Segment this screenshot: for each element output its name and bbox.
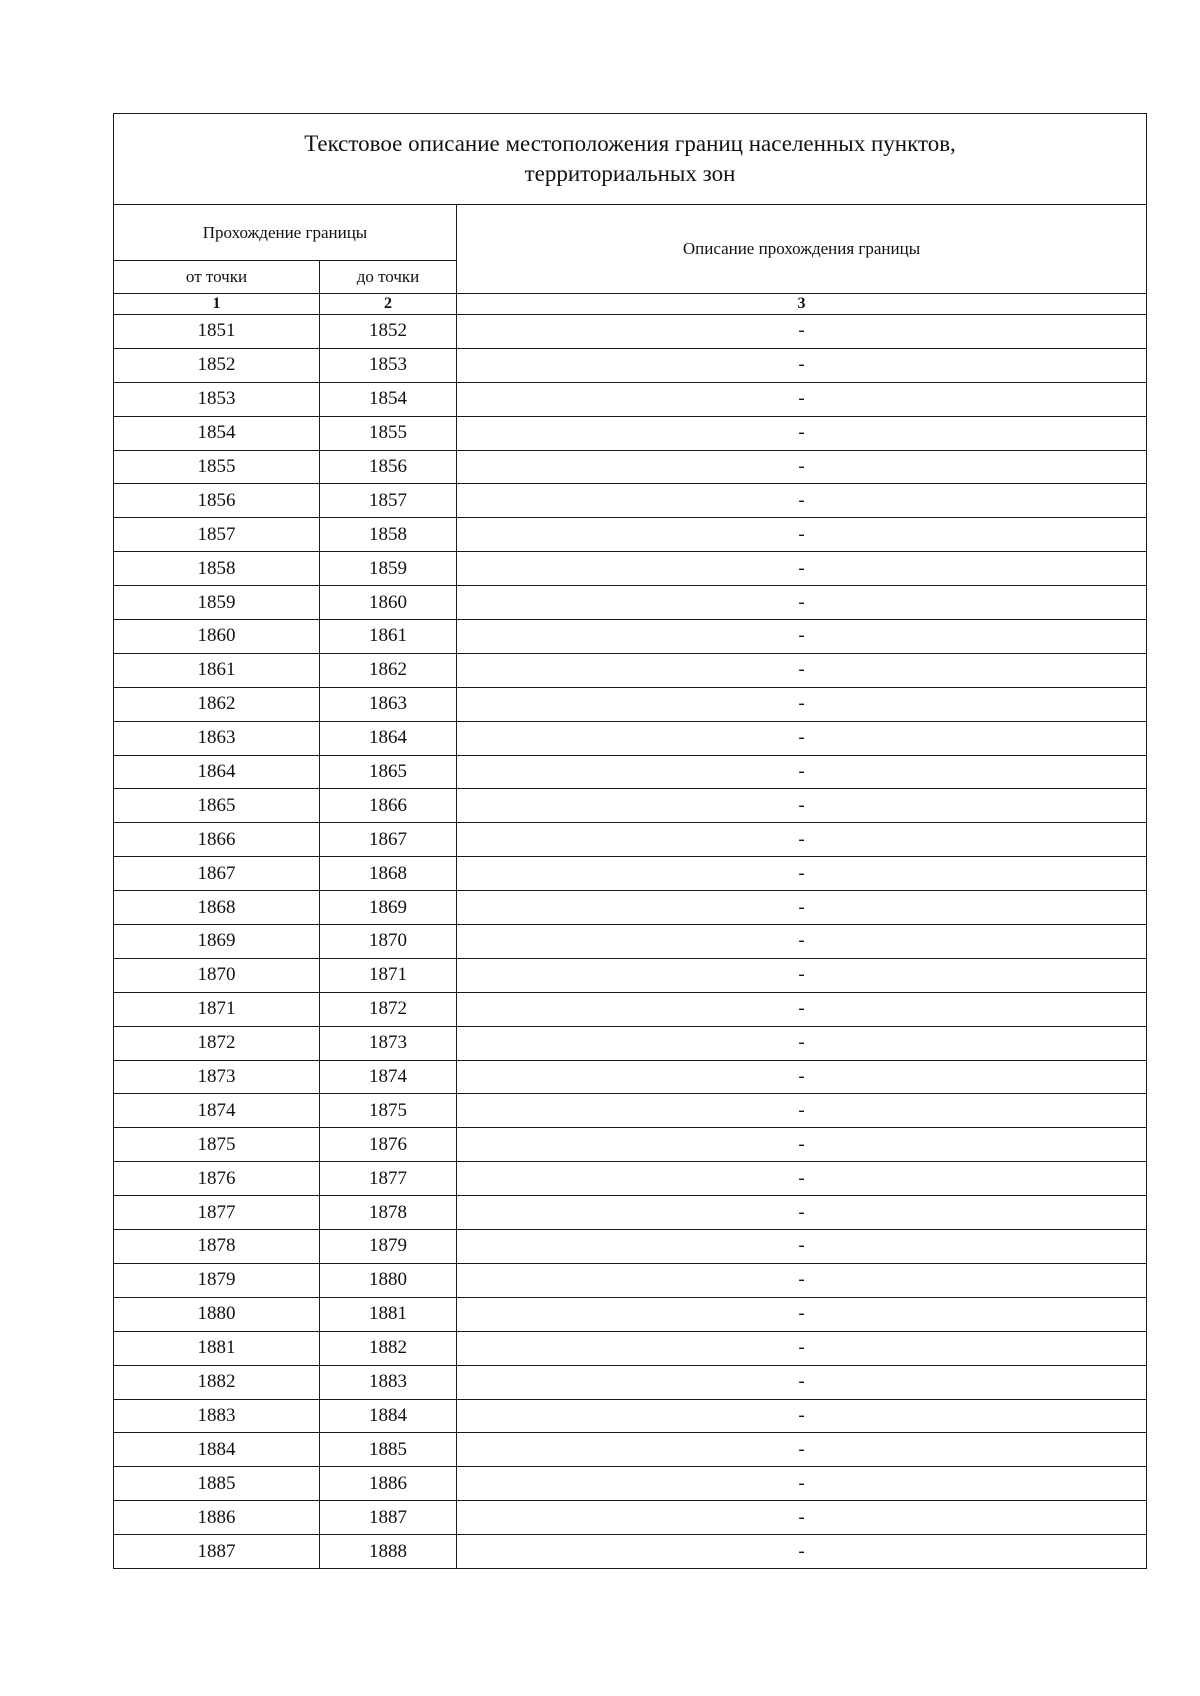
cell-from-point: 1886 [114, 1501, 320, 1535]
cell-description: - [457, 857, 1147, 891]
cell-from-point: 1853 [114, 382, 320, 416]
cell-description: - [457, 1365, 1147, 1399]
column-number-2: 2 [320, 294, 457, 315]
table-row [114, 416, 1147, 450]
table-row [114, 518, 1147, 552]
table-row [114, 823, 1147, 857]
cell-from-point: 1872 [114, 1026, 320, 1060]
cell-to-point: 1855 [320, 416, 457, 450]
cell-to-point: 1860 [320, 586, 457, 620]
cell-to-point: 1878 [320, 1196, 457, 1230]
table-row [114, 687, 1147, 721]
cell-to-point: 1852 [320, 315, 457, 349]
cell-from-point: 1885 [114, 1467, 320, 1501]
cell-from-point: 1856 [114, 484, 320, 518]
cell-from-point: 1862 [114, 687, 320, 721]
cell-to-point: 1876 [320, 1128, 457, 1162]
cell-from-point: 1879 [114, 1263, 320, 1297]
column-number-1: 1 [114, 294, 320, 315]
cell-to-point: 1871 [320, 958, 457, 992]
cell-from-point: 1857 [114, 518, 320, 552]
cell-to-point: 1883 [320, 1365, 457, 1399]
title-line-2: территориальных зон [524, 161, 736, 186]
cell-from-point: 1860 [114, 620, 320, 654]
table-row [114, 1297, 1147, 1331]
cell-description: - [457, 992, 1147, 1026]
table-row [114, 1433, 1147, 1467]
table-row [114, 1535, 1147, 1569]
table-row [114, 1399, 1147, 1433]
cell-description: - [457, 1467, 1147, 1501]
cell-from-point: 1878 [114, 1230, 320, 1264]
cell-description: - [457, 891, 1147, 925]
boundary-description-table [113, 113, 1147, 1569]
cell-description: - [457, 518, 1147, 552]
cell-to-point: 1875 [320, 1094, 457, 1128]
table-row [114, 925, 1147, 959]
cell-from-point: 1868 [114, 891, 320, 925]
table-row [114, 552, 1147, 586]
cell-from-point: 1852 [114, 348, 320, 382]
cell-description: - [457, 925, 1147, 959]
title-line-1: Текстовое описание местоположения границ населенных пунктов, [304, 131, 956, 156]
column-number-3: 3 [457, 294, 1147, 315]
header-boundary-passage: Прохождение границы [114, 205, 457, 261]
cell-to-point: 1854 [320, 382, 457, 416]
table-row [114, 1365, 1147, 1399]
cell-description: - [457, 823, 1147, 857]
table-row [114, 857, 1147, 891]
table-row [114, 1501, 1147, 1535]
cell-from-point: 1876 [114, 1162, 320, 1196]
table-row [114, 891, 1147, 925]
cell-to-point: 1856 [320, 450, 457, 484]
cell-to-point: 1861 [320, 620, 457, 654]
cell-description: - [457, 1026, 1147, 1060]
cell-from-point: 1877 [114, 1196, 320, 1230]
cell-description: - [457, 1196, 1147, 1230]
table-row [114, 1230, 1147, 1264]
cell-description: - [457, 755, 1147, 789]
cell-description: - [457, 484, 1147, 518]
cell-from-point: 1884 [114, 1433, 320, 1467]
cell-to-point: 1862 [320, 653, 457, 687]
cell-to-point: 1865 [320, 755, 457, 789]
table-row [114, 1467, 1147, 1501]
cell-to-point: 1888 [320, 1535, 457, 1569]
table-row [114, 348, 1147, 382]
table-body [114, 315, 1147, 1569]
cell-description: - [457, 1094, 1147, 1128]
cell-description: - [457, 1535, 1147, 1569]
table-row [114, 755, 1147, 789]
cell-from-point: 1875 [114, 1128, 320, 1162]
header-from-point: от точки [114, 261, 320, 294]
table-row [114, 484, 1147, 518]
cell-from-point: 1861 [114, 653, 320, 687]
cell-from-point: 1855 [114, 450, 320, 484]
table-row [114, 1128, 1147, 1162]
cell-from-point: 1867 [114, 857, 320, 891]
cell-description: - [457, 620, 1147, 654]
cell-to-point: 1887 [320, 1501, 457, 1535]
cell-description: - [457, 1230, 1147, 1264]
cell-from-point: 1874 [114, 1094, 320, 1128]
cell-from-point: 1880 [114, 1297, 320, 1331]
cell-description: - [457, 1297, 1147, 1331]
cell-from-point: 1869 [114, 925, 320, 959]
cell-to-point: 1872 [320, 992, 457, 1026]
cell-from-point: 1854 [114, 416, 320, 450]
cell-description: - [457, 1060, 1147, 1094]
cell-description: - [457, 1433, 1147, 1467]
cell-from-point: 1859 [114, 586, 320, 620]
table-row [114, 1331, 1147, 1365]
cell-to-point: 1880 [320, 1263, 457, 1297]
cell-description: - [457, 348, 1147, 382]
cell-to-point: 1866 [320, 789, 457, 823]
cell-to-point: 1885 [320, 1433, 457, 1467]
cell-description: - [457, 382, 1147, 416]
table-row [114, 382, 1147, 416]
cell-to-point: 1859 [320, 552, 457, 586]
table-row [114, 653, 1147, 687]
table-row [114, 586, 1147, 620]
document-title [114, 114, 1147, 205]
cell-description: - [457, 586, 1147, 620]
cell-to-point: 1879 [320, 1230, 457, 1264]
cell-from-point: 1851 [114, 315, 320, 349]
table-row [114, 1060, 1147, 1094]
cell-from-point: 1866 [114, 823, 320, 857]
cell-to-point: 1886 [320, 1467, 457, 1501]
cell-description: - [457, 552, 1147, 586]
table-row [114, 1026, 1147, 1060]
cell-description: - [457, 1501, 1147, 1535]
cell-to-point: 1868 [320, 857, 457, 891]
cell-from-point: 1863 [114, 721, 320, 755]
table-row [114, 992, 1147, 1026]
table-row [114, 450, 1147, 484]
table-row [114, 1263, 1147, 1297]
table-row [114, 789, 1147, 823]
cell-from-point: 1883 [114, 1399, 320, 1433]
cell-to-point: 1853 [320, 348, 457, 382]
cell-to-point: 1867 [320, 823, 457, 857]
cell-to-point: 1858 [320, 518, 457, 552]
header-description: Описание прохождения границы [457, 205, 1147, 294]
cell-description: - [457, 653, 1147, 687]
cell-to-point: 1869 [320, 891, 457, 925]
cell-from-point: 1858 [114, 552, 320, 586]
table-row [114, 958, 1147, 992]
cell-from-point: 1873 [114, 1060, 320, 1094]
cell-from-point: 1870 [114, 958, 320, 992]
cell-to-point: 1882 [320, 1331, 457, 1365]
cell-to-point: 1857 [320, 484, 457, 518]
cell-description: - [457, 416, 1147, 450]
cell-to-point: 1870 [320, 925, 457, 959]
cell-description: - [457, 1263, 1147, 1297]
table-row [114, 620, 1147, 654]
cell-to-point: 1877 [320, 1162, 457, 1196]
cell-to-point: 1873 [320, 1026, 457, 1060]
cell-description: - [457, 1399, 1147, 1433]
table-row [114, 1196, 1147, 1230]
cell-to-point: 1874 [320, 1060, 457, 1094]
cell-to-point: 1863 [320, 687, 457, 721]
table-row [114, 315, 1147, 349]
cell-to-point: 1881 [320, 1297, 457, 1331]
table-row [114, 1162, 1147, 1196]
table-row [114, 1094, 1147, 1128]
cell-description: - [457, 1331, 1147, 1365]
cell-description: - [457, 1162, 1147, 1196]
cell-from-point: 1882 [114, 1365, 320, 1399]
cell-to-point: 1864 [320, 721, 457, 755]
cell-from-point: 1864 [114, 755, 320, 789]
cell-from-point: 1887 [114, 1535, 320, 1569]
header-to-point: до точки [320, 261, 457, 294]
cell-description: - [457, 1128, 1147, 1162]
cell-to-point: 1884 [320, 1399, 457, 1433]
cell-from-point: 1865 [114, 789, 320, 823]
table-row [114, 721, 1147, 755]
cell-description: - [457, 687, 1147, 721]
cell-description: - [457, 789, 1147, 823]
cell-from-point: 1871 [114, 992, 320, 1026]
cell-description: - [457, 958, 1147, 992]
cell-from-point: 1881 [114, 1331, 320, 1365]
cell-description: - [457, 721, 1147, 755]
cell-description: - [457, 450, 1147, 484]
cell-description: - [457, 315, 1147, 349]
